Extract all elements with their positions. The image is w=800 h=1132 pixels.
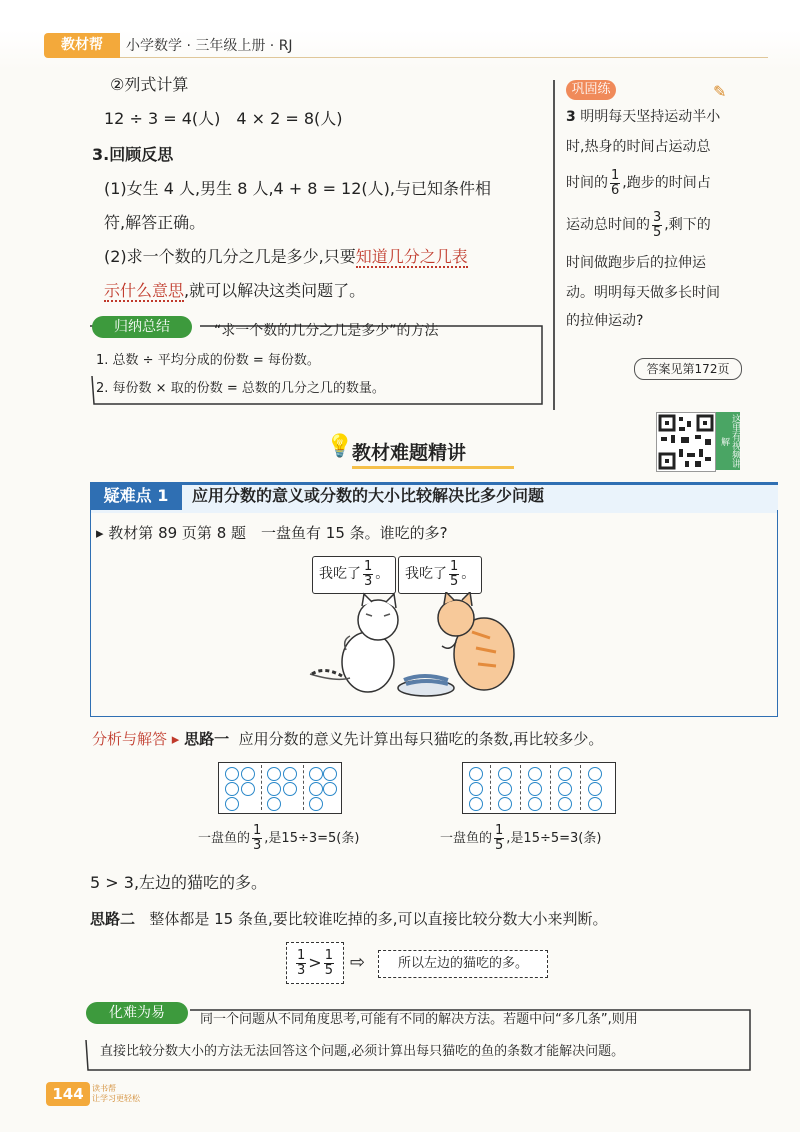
circles-right [462, 762, 616, 814]
tip-tag: 化难为易 [86, 1002, 188, 1024]
section-title: 教材难题精讲 [352, 438, 514, 469]
review-heading: 3.回顾反思 [92, 145, 174, 164]
practice-line1 [566, 100, 746, 134]
practice-line2: 时,热身的时间占运动总 [566, 139, 711, 155]
practice-line6: 动。明明每天做多长时间 [566, 285, 720, 301]
fraction-one-fifth: $\frac{1}{5}$ [450, 558, 459, 589]
practice-line4 [566, 208, 746, 242]
review2-highlight-a: 知道几分之几表 [355, 247, 468, 266]
problem-title: 应用分数的意义或分数的大小比较解决比多少问题 [192, 486, 545, 505]
practice-text-4b: ,剩下的 [664, 217, 711, 233]
step2-label: ②列式计算 [110, 75, 189, 94]
review2-line1 [104, 246, 468, 268]
practice-text-3b: ,跑步的时间占 [622, 175, 711, 191]
practice-text-1: 明明每天坚持运动半小 [580, 109, 721, 125]
header-divider [120, 57, 768, 58]
speech-bubble-left: 我吃了 $\frac{1}{3}$ 。 [312, 556, 396, 594]
cats-illustration [306, 592, 526, 702]
pencil-icon: ✎ [713, 82, 727, 101]
summary-item-1: 1. 总数 ÷ 平均分成的份数 = 每份数。 [96, 353, 320, 368]
approach2-row [90, 908, 608, 930]
qr-caption: 这里有视频讲解 [716, 412, 740, 470]
summary-tag: 归纳总结 [92, 316, 192, 338]
tip-line2: 直接比较分数大小的方法无法回答这个问题,必须计算出每只猫吃的鱼的条数才能解决问题。 [100, 1044, 625, 1059]
practice-text-4a: 运动总时间的 [566, 217, 650, 233]
arrow-icon: ⇨ [350, 952, 366, 973]
equations: 12 ÷ 3 = 4(人) 4 × 2 = 8(人) [104, 109, 343, 128]
fraction-one-sixth: $\frac{1}{6}$ [611, 167, 620, 198]
fraction-compare: $\frac{1}{3}$ > $\frac{1}{5}$ [286, 942, 344, 984]
book-title: 小学数学 · 三年级上册 · RJ [126, 38, 293, 54]
analysis-label: 分析与解答 [92, 730, 168, 748]
practice-line3 [566, 166, 746, 200]
header-band [0, 0, 800, 70]
summary-item-2: 2. 每份数 × 取的份数 = 总数的几分之几的数量。 [96, 381, 385, 396]
caption-left: 一盘鱼的 $\frac{1}{3}$ ,是15÷3=5(条) [198, 823, 360, 853]
review2-text-b: ,就可以解决这类问题了。 [184, 281, 366, 300]
review2-text-a: (2)求一个数的几分之几是多少,只要 [104, 247, 356, 266]
brand-tab: 教材帮 [44, 33, 120, 58]
caption-right: 一盘鱼的 $\frac{1}{5}$ ,是15÷5=3(条) [440, 823, 602, 853]
approach1-text: 应用分数的意义先计算出每只猫吃的条数,再比较多少。 [238, 730, 604, 748]
approach2-label: 思路二 [90, 910, 136, 928]
conclusion: 5 > 3,左边的猫吃的多。 [90, 873, 268, 892]
fraction-three-fifths: $\frac{3}{5}$ [653, 209, 662, 240]
circles-left [218, 762, 342, 814]
qr-code[interactable] [656, 412, 716, 472]
sidebar-divider [553, 80, 555, 410]
answer-reference: 答案见第172页 [634, 358, 742, 380]
fraction-one-third: $\frac{1}{3}$ [364, 558, 373, 589]
review2-highlight-b: 示什么意思 [104, 281, 185, 300]
page-number: 144 [46, 1082, 90, 1106]
practice-text-3a: 时间的 [566, 175, 608, 191]
speech-bubble-right: 我吃了 $\frac{1}{5}$ 。 [398, 556, 482, 594]
problem-tag: 疑难点 1 [90, 482, 182, 510]
approach1-label: 思路一 [184, 730, 230, 748]
question-number: 3 [566, 109, 576, 125]
practice-line7: 的拉伸运动? [566, 313, 644, 329]
problem-source: ▸ 教材第 89 页第 8 题 一盘鱼有 15 条。谁吃的多? [96, 524, 448, 542]
approach2-text: 整体都是 15 条鱼,要比较谁吃掉的多,可以直接比较分数大小来判断。 [149, 910, 608, 928]
page-note: 读书帮 让学习更轻松 [92, 1084, 140, 1103]
summary-title: “求一个数的几分之几是多少”的方法 [214, 323, 439, 339]
lightbulb-icon: 💡 [326, 434, 354, 459]
practice-line5: 时间做跑步后的拉伸运 [566, 255, 706, 271]
review2-line2 [104, 280, 365, 302]
review1-line2: 符,解答正确。 [104, 213, 206, 232]
review1-line1: (1)女生 4 人,男生 8 人,4 + 8 = 12(人),与已知条件相 [104, 179, 491, 198]
tip-line1: 同一个问题从不同角度思考,可能有不同的解决方法。若题中问“多几条”,则用 [200, 1012, 638, 1027]
compare-result: 所以左边的猫吃的多。 [378, 950, 548, 978]
practice-badge: 巩固练 [566, 80, 616, 100]
analysis-row: 分析与解答 ▸ 思路一 应用分数的意义先计算出每只猫吃的条数,再比较多少。 [92, 730, 604, 748]
